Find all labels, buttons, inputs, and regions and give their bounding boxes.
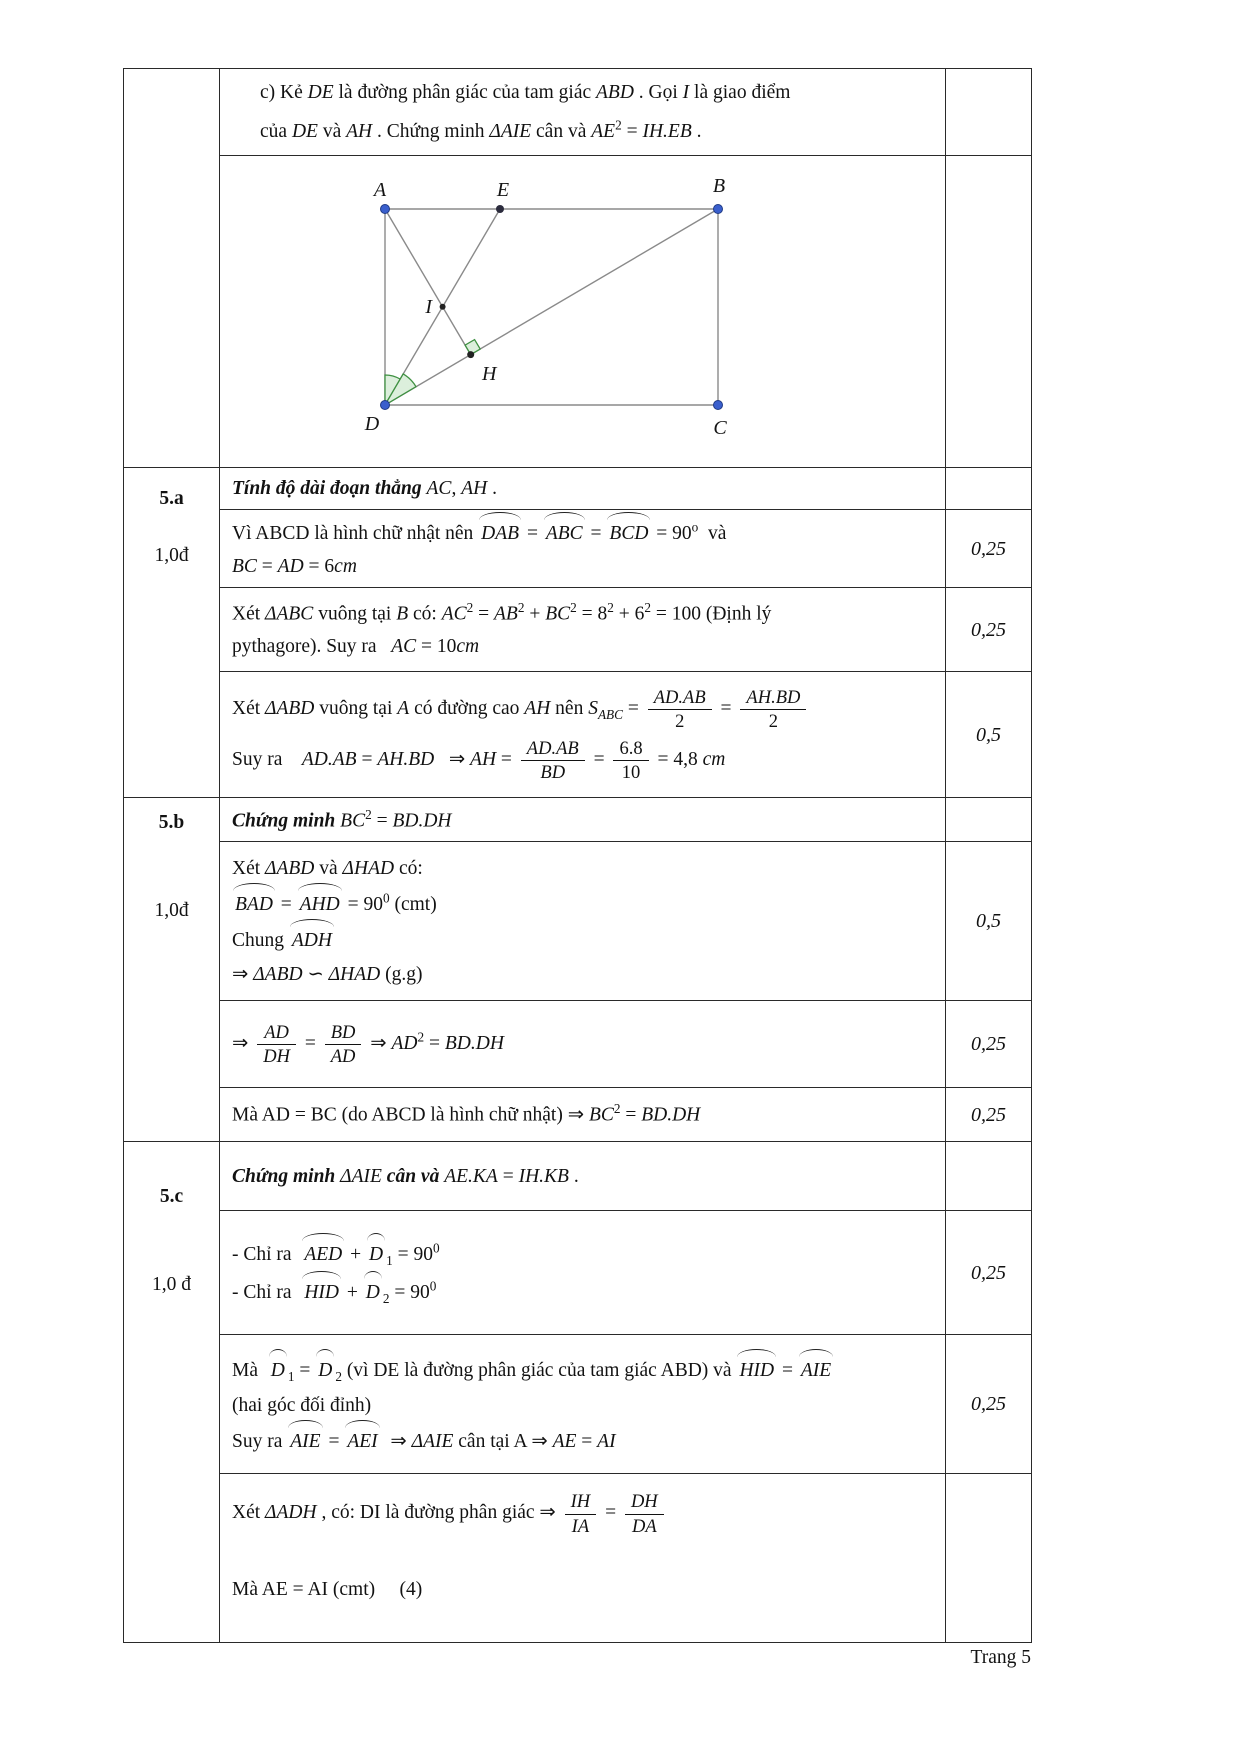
points-5b-2: 0,25 — [946, 1001, 1032, 1088]
points-5a-2: 0,25 — [946, 588, 1032, 672]
section-id-5a: 5.a — [159, 488, 184, 510]
section-score-5c: 1,0 đ — [152, 1273, 191, 1295]
row-5c-1: - Chỉ ra AED + D $_1 = 90^0$ - Chỉ ra HID + D $_2 = 90^0$ — [220, 1211, 946, 1335]
label-H: H — [482, 363, 497, 385]
row-5a-3: Xét ΔABD vuông tại A có đường cao AH nên $S_{ABC}$ = $\frac{AD.AB}{2}$ = $\frac{AH.BD}{2}$ Suy ra AD.AB = AH.BD ⇒ AH = $\frac{AD.AB}{BD}$ = $\frac{6.8}{10}$ = 4,8 cm — [220, 672, 946, 798]
point-I — [440, 304, 446, 310]
label-E: E — [496, 179, 510, 201]
section-score-5a: 1,0đ — [154, 545, 189, 567]
label-I: I — [425, 296, 432, 318]
points-title-5c — [946, 1142, 1032, 1211]
point-E — [496, 205, 504, 213]
points-5b-1: 0,5 — [946, 842, 1032, 1001]
question-c-text: c) Kẻ DE là đường phân giác của tam giác ABD . Gọi I là giao điểm của DE và AH . Chứng minh ΔAIE cân và $AE^2 = IH.EB$ . — [220, 69, 946, 156]
points-cell-figure — [946, 156, 1032, 468]
answer-table — [123, 68, 1032, 1643]
label-B: B — [712, 175, 726, 197]
points-title-5b — [946, 798, 1032, 842]
document-page — [123, 68, 1031, 1669]
points-title-5a — [946, 468, 1032, 510]
points-5c-2: 0,25 — [946, 1335, 1032, 1474]
label-D: D — [364, 413, 380, 435]
label-A: A — [373, 179, 387, 201]
label-cell-empty — [124, 69, 220, 468]
row-5c-3: Xét ΔADH , có: DI là đường phân giác ⇒ $\frac{IH}{IA}$ = $\frac{DH}{DA}$ Mà AE = AI (cmt) (4) — [220, 1474, 946, 1643]
geometry-svg — [220, 156, 940, 456]
section-id-5b: 5.b — [158, 812, 185, 834]
label-C: C — [713, 417, 727, 439]
row-5c-2: Mà D $_1$ = D $_2$ (vì DE là đường phân giác của tam giác ABD) và HID = AIE (hai góc đối đỉnh) Suy ra AIE = AEI ⇒ ΔAIE cân tại A ⇒ AE = AI — [220, 1335, 946, 1474]
points-5c-1: 0,25 — [946, 1211, 1032, 1335]
points-5c-3 — [946, 1474, 1032, 1643]
point-D — [381, 401, 390, 410]
title-5b: Chứng minh $BC^2 = BD.DH$ — [220, 798, 946, 842]
point-B — [714, 205, 723, 214]
geometry-figure — [220, 156, 945, 467]
point-C — [714, 401, 723, 410]
segment-DB-diagonal — [385, 209, 718, 405]
label-cell-5b — [124, 798, 220, 1142]
point-H — [467, 351, 474, 358]
section-id-5c: 5.c — [159, 1186, 184, 1208]
figure-cell — [220, 156, 946, 468]
row-5b-2: ⇒ $\frac{AD}{DH}$ = $\frac{BD}{AD}$ ⇒ $AD^2 = BD.DH$ — [220, 1001, 946, 1088]
row-5b-3: Mà AD = BC (do ABCD là hình chữ nhật) ⇒ $BC^2 = BD.DH$ — [220, 1088, 946, 1142]
points-5b-3: 0,25 — [946, 1088, 1032, 1142]
title-5a: Tính độ dài đoạn thẳng AC, AH . — [220, 468, 946, 510]
points-5a-3: 0,5 — [946, 672, 1032, 798]
row-5b-1: Xét ΔABD và ΔHAD có: BAD = AHD = $90^0$ (cmt) Chung ADH ⇒ ΔABD ∽ ΔHAD (g.g) — [220, 842, 946, 1001]
label-cell-5a — [124, 468, 220, 798]
points-cell-header — [946, 69, 1032, 156]
points-5a-1: 0,25 — [946, 510, 1032, 588]
page-number: Trang 5 — [970, 1647, 1031, 1669]
row-5a-2: Xét ΔABC vuông tại B có: $AC^2 = AB^2 + BC^2 = 8^2 + 6^2 = 100$ (Định lý pythagore). Suy ra AC = 10cm — [220, 588, 946, 672]
point-A — [381, 205, 390, 214]
label-cell-5c — [124, 1142, 220, 1643]
section-score-5b: 1,0đ — [154, 899, 189, 921]
title-5c: Chứng minh ΔAIE cân và AE.KA = IH.KB . — [220, 1142, 946, 1211]
row-5a-1: Vì ABCD là hình chữ nhật nên DAB = ABC = BCD = $90^o$ và BC = AD = 6cm — [220, 510, 946, 588]
